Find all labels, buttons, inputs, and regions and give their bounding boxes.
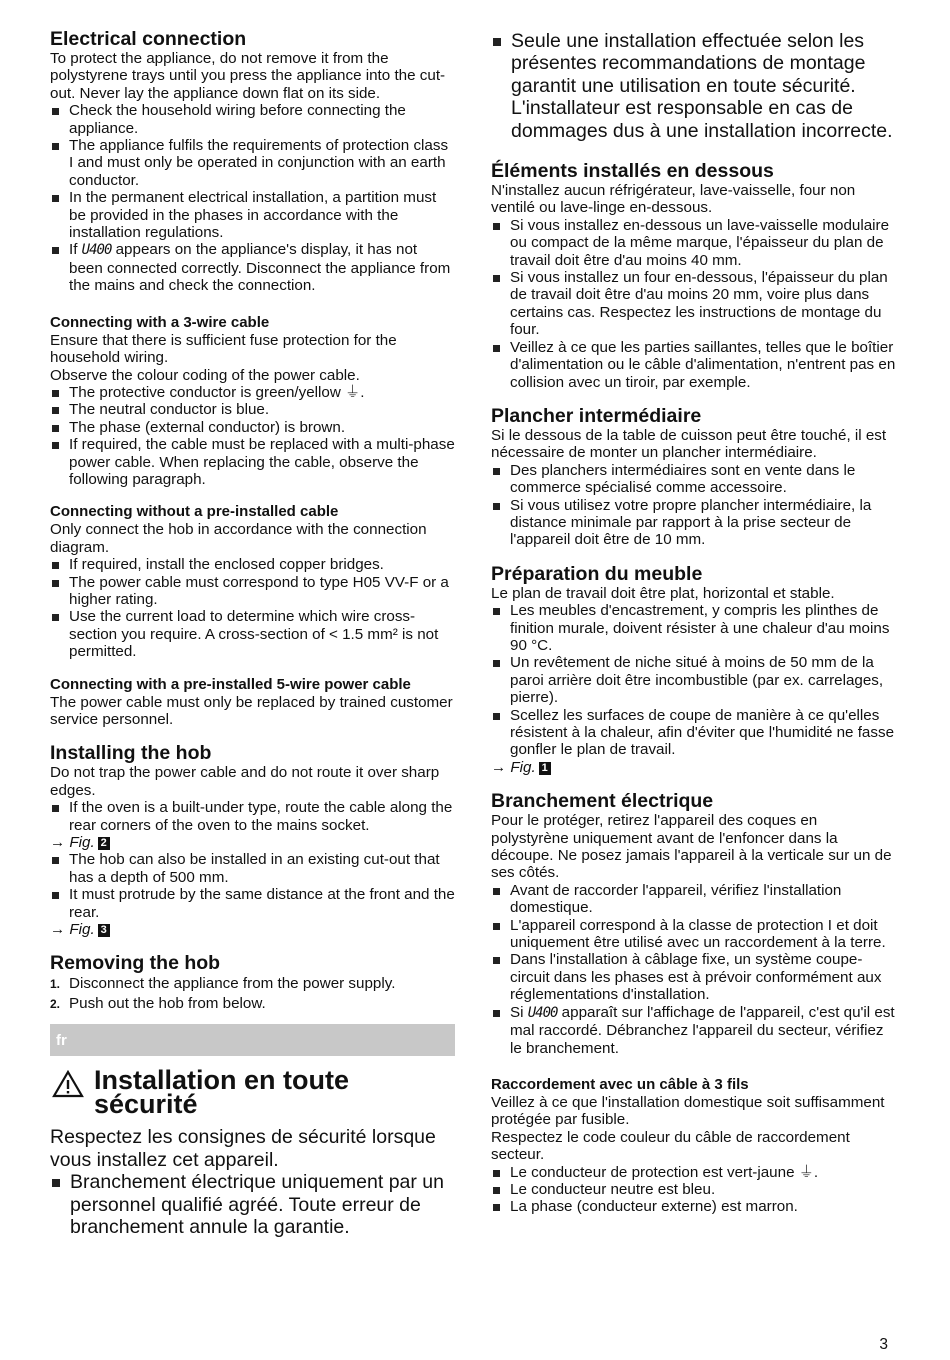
paragraph: Only connect the hob in accordance with the connection diagram. <box>50 521 427 556</box>
safety-heading <box>50 1065 455 1120</box>
paragraph: Observe the colour coding of the power cable. <box>50 366 360 384</box>
bullet-list <box>491 217 896 391</box>
list-item: If required, the cable must be replaced with a multi-phase power cable. When replacing the cable, observe the following paragraph. <box>50 436 455 488</box>
list-item: Un revêtement de niche situé à moins de 50 mm de la paroi arrière doit être incombustible (par ex. carrelages, pierre). <box>491 654 896 706</box>
list-item: L'appareil correspond à la classe de protection I et doit uniquement être utilisé avec un raccordement à la terre. <box>491 917 896 952</box>
list-item: The protective conductor is green/yellow ⏚. <box>50 384 455 401</box>
section-title: Electrical connection <box>50 28 247 50</box>
paragraph: Si le dessous de la table de cuisson peut être touché, il est nécessaire de monter un plancher intermédiaire. <box>491 426 887 462</box>
list-item: If required, install the enclosed copper bridges. <box>50 556 455 573</box>
figure-reference: → Fig. 2 <box>50 834 455 851</box>
figure-number-badge: 3 <box>98 924 110 937</box>
paragraph: Respectez le code couleur du câble de raccordement secteur. <box>491 1128 850 1164</box>
lead-paragraph: Respectez les consignes de sécurité lorsque vous installez cet appareil. <box>50 1126 436 1171</box>
paragraph: Do not trap the power cable and do not route it over sharp edges. <box>50 764 440 799</box>
bullet-list <box>50 384 455 488</box>
paragraph: N'installez aucun réfrigérateur, lave-vaisselle, four non ventilé ou lave-linge en-dessous. <box>491 182 856 217</box>
subsection-title: Connecting with a 3-wire cable <box>50 313 270 331</box>
list-item: Si vous installez un four en-dessous, l'épaisseur du plan de travail doit être d'au moins 20 mm, voire plus dans certains cas. Respectez les instructions de montage du four. <box>491 269 896 339</box>
bullet-list <box>50 799 455 834</box>
paragraph: Le plan de travail doit être plat, horizontal et stable. <box>491 584 835 602</box>
bullet-list <box>50 102 455 294</box>
paragraph: The power cable must only be replaced by trained customer service personnel. <box>50 693 453 728</box>
warning-icon <box>52 1070 84 1103</box>
subsection-title: Connecting with a pre-installed 5-wire power cable <box>50 675 411 693</box>
page-number: 3 <box>879 1336 888 1353</box>
section-title: Removing the hob <box>50 952 221 975</box>
list-item: Avant de raccorder l'appareil, vérifiez l'installation domestique. <box>491 882 896 917</box>
section-title: Préparation du meuble <box>491 562 703 585</box>
list-item: The appliance fulfils the requirements of protection class I and must only be operated in conjunction with an earth conductor. <box>50 137 455 189</box>
list-item: If U400 appears on the appliance's display, it has not been connected correctly. Disconnect the appliance from the mains and check the connection. <box>50 241 455 294</box>
section-title: Installing the hob <box>50 742 212 765</box>
list-item: Le conducteur de protection est vert-jaune ⏚. <box>491 1164 896 1181</box>
list-item: Check the household wiring before connecting the appliance. <box>50 102 455 137</box>
bullet-list <box>491 30 896 142</box>
error-code: U400 <box>81 242 112 259</box>
list-item: Use the current load to determine which wire cross-section you require. A cross-section of < 1.5 mm² is not permitted. <box>50 608 455 660</box>
numbered-list <box>50 974 455 1014</box>
list-item: It must protrude by the same distance at the front and the rear. <box>50 886 455 921</box>
list-item: La phase (conducteur externe) est marron. <box>491 1198 896 1215</box>
figure-reference: → Fig. 3 <box>50 921 455 938</box>
list-item: Scellez les surfaces de coupe de manière à ce qu'elles résistent à la chaleur, afin d'éviter que l'humidité ne fasse gonfler le plan de travail. <box>491 707 896 759</box>
paragraph: Ensure that there is sufficient fuse protection for the household wiring. <box>50 331 397 367</box>
list-item: Dans l'installation à câblage fixe, un système coupe-circuit dans les phases est à prévoir conformément aux réglementations d'installation. <box>491 951 896 1003</box>
list-item: The neutral conductor is blue. <box>50 401 455 418</box>
bullet-list <box>491 602 896 759</box>
paragraph: Veillez à ce que l'installation domestique soit suffisamment protégée par fusible. <box>491 1093 885 1129</box>
list-item: 2. Push out the hob from below. <box>50 995 266 1013</box>
paragraph: Pour le protéger, retirez l'appareil des coques en polystyrène uniquement avant de l'enfoncer dans la découpe. Ne posez jamais l'appareil à la verticale sur un de ses côtés. <box>491 812 892 882</box>
bullet-list <box>491 462 896 549</box>
figure-number-badge: 2 <box>98 837 110 850</box>
list-item: Le conducteur neutre est bleu. <box>491 1181 896 1198</box>
right-column <box>491 30 896 1216</box>
list-item: Si vous utilisez votre propre plancher intermédiaire, la distance minimale par rapport à la prise secteur de l'appareil doit être de 10 mm. <box>491 497 896 549</box>
figure-reference: → Fig. 1 <box>491 759 896 776</box>
language-label: fr <box>56 1032 67 1050</box>
bullet-list <box>50 556 455 660</box>
bullet-list <box>491 882 896 1057</box>
list-item: The hob can also be installed in an existing cut-out that has a depth of 500 mm. <box>50 851 455 886</box>
subsection-title: Raccordement avec un câble à 3 fils <box>491 1075 749 1093</box>
bullet-list <box>50 1171 455 1238</box>
bullet-list <box>50 851 455 921</box>
list-item: Branchement électrique uniquement par un personnel qualifié agréé. Toute erreur de branchement annule la garantie. <box>50 1171 455 1238</box>
section-title: Éléments installés en dessous <box>491 160 774 183</box>
left-column <box>50 28 455 1239</box>
list-item: Veillez à ce que les parties saillantes, telles que le boîtier d'alimentation ou le câble d'alimentation, n'entrent pas en collision avec un tiroir, par exemple. <box>491 339 896 391</box>
safety-title: Installation en toute sécurité <box>94 1065 350 1120</box>
list-item: In the permanent electrical installation, a partition must be provided in the phases in accordance with the installation regulations. <box>50 189 455 241</box>
error-code: U400 <box>527 1004 558 1021</box>
list-item: Si vous installez en-dessous un lave-vaisselle modulaire ou compact de la même marque, l'épaisseur du plan de travail doit être d'au moins 40 mm. <box>491 217 896 269</box>
list-item: Si U400 apparaît sur l'affichage de l'appareil, c'est qu'il est mal raccordé. Débranchez l'appareil du secteur, vérifiez le branchement. <box>491 1004 896 1057</box>
list-item: Des planchers intermédiaires sont en vente dans le commerce spécialisé comme accessoire. <box>491 462 896 497</box>
list-item: Seule une installation effectuée selon les présentes recommandations de montage garantit une utilisation en toute sécurité. L'installateur est responsable en cas de dommages dus à une installation incorrecte. <box>491 30 896 142</box>
language-bar <box>50 1024 455 1056</box>
section-title: Branchement électrique <box>491 790 714 813</box>
figure-number-badge: 1 <box>539 762 551 775</box>
bullet-list <box>491 1164 896 1216</box>
subsection-title: Connecting without a pre-installed cable <box>50 503 339 521</box>
list-item: The phase (external conductor) is brown. <box>50 419 455 436</box>
list-item: If the oven is a built-under type, route the cable along the rear corners of the oven to the mains socket. <box>50 799 455 834</box>
list-item: The power cable must correspond to type H05 VV-F or a higher rating. <box>50 574 455 609</box>
list-item: Les meubles d'encastrement, y compris les plinthes de finition murale, doivent résister à une chaleur d'au moins 90 °C. <box>491 602 896 654</box>
list-item: 1. Disconnect the appliance from the power supply. <box>50 975 396 993</box>
paragraph: To protect the appliance, do not remove it from the polystyrene trays until you press the appliance into the cut-out. Never lay the appliance down flat on its side. <box>50 50 446 102</box>
section-title: Plancher intermédiaire <box>491 404 702 427</box>
